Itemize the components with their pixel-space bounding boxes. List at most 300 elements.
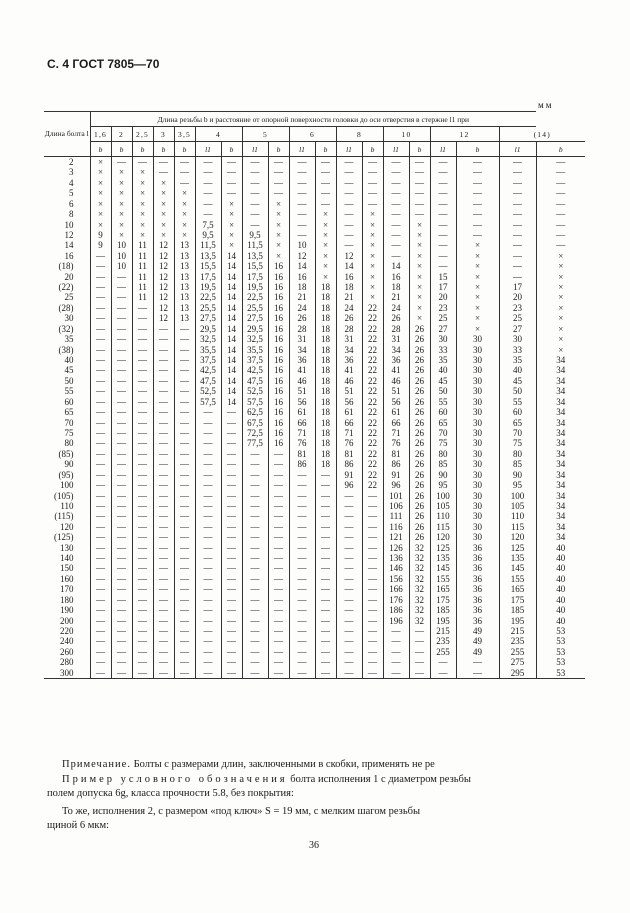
table-cell: — [111,647,132,657]
table-cell: 100 [499,491,536,501]
table-cell: × [268,240,289,250]
table-row [44,272,585,282]
table-cell: 50 [499,386,536,396]
example-heading-title: Пример условного обозначения [62,774,288,785]
table-cell: — [90,261,111,271]
table-cell: — [242,511,268,521]
table-cell: — [383,240,409,250]
table-cell: — [268,616,289,626]
table-cell: 23 [430,303,456,313]
table-body [44,157,585,679]
table-cell: 40 [536,543,585,553]
bolt-length-cell: (105) [54,490,74,501]
table-cell: — [362,605,383,615]
table-cell: — [336,636,362,646]
table-cell: 11 [132,251,153,261]
table-cell: — [90,345,111,355]
table-cell: — [195,574,221,584]
table-cell: 35 [430,355,456,365]
table-cell: — [111,616,132,626]
table-row [44,313,585,323]
table-cell: 60 [430,407,456,417]
table-cell: × [90,188,111,198]
table-row [44,511,585,521]
table-cell: — [499,261,536,271]
table-cell: — [362,595,383,605]
note-text: Болты с размерами длин, заключенными в скобки, применять не ре [130,759,435,770]
table-cell: — [90,668,111,679]
table-cell: — [289,480,315,490]
table-cell: 120 [499,532,536,542]
table-cell: 155 [499,574,536,584]
subcolumn-header: b [153,142,174,157]
table-cell: — [315,501,336,511]
table-cell: — [409,647,430,657]
table-cell: 71 [383,428,409,438]
table-cell: 27 [430,324,456,334]
table-cell: — [174,167,195,177]
table-cell: — [132,647,153,657]
table-cell: 12 [153,272,174,282]
table-cell: × [221,230,242,240]
table-cell: × [315,251,336,261]
table-cell: × [456,272,499,282]
diameter-header: 3,5 [174,127,195,142]
table-cell: — [153,647,174,657]
table-cell: × [111,178,132,188]
table-cell: × [174,220,195,230]
table-cell: — [195,438,221,448]
table-cell: × [111,230,132,240]
bolt-length-cell: 260 [60,646,74,657]
table-cell: — [111,595,132,605]
table-cell: — [153,459,174,469]
table-cell: — [362,543,383,553]
diameter-header: (14) [499,127,585,142]
table-cell: 26 [409,324,430,334]
table-cell: 47,5 [195,376,221,386]
table-row [44,428,585,438]
table-cell: — [383,251,409,261]
table-cell: — [499,251,536,261]
table-cell: — [111,438,132,448]
table-cell: — [268,553,289,563]
table-cell: × [268,220,289,230]
table-cell: — [289,647,315,657]
table-cell: — [153,532,174,542]
table-row [44,220,585,230]
table-cell: — [221,407,242,417]
table-cell: — [174,157,195,168]
table-cell: — [242,209,268,219]
table-row [44,657,585,667]
table-cell: × [456,313,499,323]
diameter-header: 2 [111,127,132,142]
bolt-length-cell: 3 [69,167,74,178]
table-cell: — [336,157,362,168]
table-cell: 26 [409,491,430,501]
table-cell: — [153,365,174,375]
table-cell: 17,5 [242,272,268,282]
table-cell: 18 [315,438,336,448]
table-cell: 85 [430,459,456,469]
bolt-length-cell: 5 [69,188,74,199]
table-cell: 32 [409,553,430,563]
table-cell: — [362,636,383,646]
bolt-length-cell: 35 [64,334,74,345]
table-cell: — [289,532,315,542]
table-cell: × [409,292,430,302]
table-cell: × [111,167,132,177]
table-cell: 14 [221,313,242,323]
table-cell: — [242,636,268,646]
table-cell: — [409,157,430,168]
table-cell: 116 [383,522,409,532]
table-cell: 85 [499,459,536,469]
table-cell: — [111,334,132,344]
table-cell: — [315,532,336,542]
table-cell: 155 [430,574,456,584]
table-cell: — [336,543,362,553]
table-cell: — [174,480,195,490]
subcolumn-header: l1 [195,142,221,157]
table-cell: — [153,345,174,355]
table-cell: — [315,668,336,679]
table-cell: × [132,220,153,230]
table-cell: 26 [409,365,430,375]
table-cell: — [195,470,221,480]
table-cell: 110 [430,511,456,521]
table-cell: 72,5 [242,428,268,438]
table-cell: 26 [409,345,430,355]
table-cell: — [336,167,362,177]
table-cell: 90 [499,470,536,480]
table-cell: × [362,230,383,240]
table-cell: 95 [430,480,456,490]
bolt-length-cell: 170 [60,584,74,595]
table-row [44,292,585,302]
table-cell: — [362,178,383,188]
table-cell: 40 [536,595,585,605]
table-cell: 26 [409,501,430,511]
table-cell: — [362,532,383,542]
table-cell: × [132,167,153,177]
table-cell: × [132,178,153,188]
table-cell: × [111,199,132,209]
table-cell: 18 [315,386,336,396]
table-cell: — [132,595,153,605]
table-cell: 34 [536,459,585,469]
table-cell: — [456,209,499,219]
table-cell: — [195,480,221,490]
table-cell: 30 [456,491,499,501]
table-cell: × [315,272,336,282]
table-cell: — [195,522,221,532]
table-cell: — [499,272,536,282]
table-cell: — [111,636,132,646]
table-cell: — [242,522,268,532]
table-cell: 25,5 [242,303,268,313]
table-cell: 28 [289,324,315,334]
table-cell: 24 [289,303,315,313]
page-number: 36 [309,840,319,851]
table-cell: 22 [362,459,383,469]
table-cell: — [132,480,153,490]
table-cell: — [111,459,132,469]
table-cell: — [289,657,315,667]
table-cell: — [90,532,111,542]
table-cell: — [336,657,362,667]
table-cell: — [195,407,221,417]
table-cell: — [221,418,242,428]
table-cell: — [289,595,315,605]
table-cell: — [221,449,242,459]
table-cell: — [90,584,111,594]
table-cell: — [289,522,315,532]
table-cell: 36 [456,605,499,615]
table-cell: 32 [409,595,430,605]
bolt-length-cell: 75 [64,427,74,438]
table-cell: 275 [499,657,536,667]
example2-text-line-2: щиной 6 мкм: [47,820,110,831]
subcolumn-header: b [456,142,499,157]
table-cell: — [153,386,174,396]
table-cell: 76 [289,438,315,448]
table-cell: — [268,522,289,532]
table-cell: 16 [268,438,289,448]
table-cell: 14 [221,365,242,375]
table-cell: 30 [456,511,499,521]
table-cell: — [132,459,153,469]
table-cell: 25 [499,313,536,323]
table-cell: — [174,334,195,344]
table-cell: — [90,418,111,428]
table-cell: 71 [289,428,315,438]
table-cell: 96 [336,480,362,490]
subcolumn-header: l1 [289,142,315,157]
table-cell: — [132,386,153,396]
table-cell: — [111,553,132,563]
table-cell: — [362,522,383,532]
diameter-header: 2,5 [132,127,153,142]
table-cell: — [430,199,456,209]
table-cell: 65 [430,418,456,428]
table-cell: — [174,657,195,667]
table-cell: — [315,563,336,573]
table-cell: 35,5 [195,345,221,355]
table-cell: — [362,647,383,657]
table-cell: 40 [536,605,585,615]
table-cell: 31 [383,334,409,344]
table-cell: 80 [430,449,456,459]
table-cell: 18 [383,282,409,292]
table-cell: — [153,501,174,511]
table-cell: 14 [221,303,242,313]
table-cell: 55 [430,397,456,407]
table-cell: — [268,501,289,511]
table-cell: — [242,605,268,615]
table-cell: 28 [383,324,409,334]
table-cell: — [315,199,336,209]
table-cell: × [153,199,174,209]
table-cell: — [111,282,132,292]
table-cell: × [536,345,585,355]
table-cell: 34 [536,397,585,407]
table-cell: 65 [499,418,536,428]
table-cell: — [315,470,336,480]
bolt-length-cell: 150 [60,563,74,574]
table-cell: 32,5 [195,334,221,344]
table-cell: — [174,376,195,386]
table-cell: 32 [409,584,430,594]
table-cell: — [268,491,289,501]
table-cell: — [221,636,242,646]
bolt-length-cell: 16 [64,250,74,261]
table-cell: — [242,220,268,230]
table-cell: 22 [362,449,383,459]
table-cell: — [195,657,221,667]
table-cell: — [289,501,315,511]
table-cell: × [153,178,174,188]
table-cell: — [221,605,242,615]
table-cell: 11,5 [242,240,268,250]
table-cell: 14 [221,355,242,365]
table-cell: — [536,178,585,188]
units-label: мм [538,100,554,110]
table-cell: — [153,584,174,594]
table-cell: × [536,292,585,302]
table-cell: 9 [90,240,111,250]
table-cell: — [90,543,111,553]
table-cell: 66 [289,418,315,428]
table-cell: — [90,480,111,490]
subcolumn-header: b [174,142,195,157]
table-cell: — [153,657,174,667]
table-row [44,251,585,261]
table-cell: 29,5 [242,324,268,334]
table-cell: 40 [536,574,585,584]
table-cell: 30 [456,532,499,542]
table-cell: 13 [174,292,195,302]
table-cell: — [242,532,268,542]
table-cell: — [132,449,153,459]
table-cell: — [90,595,111,605]
table-cell: 106 [383,501,409,511]
table-cell: 26 [409,355,430,365]
diameter-header: 10 [383,127,430,142]
table-cell: 61 [383,407,409,417]
table-cell: — [456,657,499,667]
table-cell: — [289,209,315,219]
table-cell: — [132,365,153,375]
table-cell: — [315,595,336,605]
table-cell: — [315,188,336,198]
table-cell: — [336,522,362,532]
table-cell: 31 [289,334,315,344]
table-cell: — [289,470,315,480]
table-cell: — [242,470,268,480]
bolt-length-cell: 190 [60,605,74,616]
table-cell: — [362,616,383,626]
table-cell: 13,5 [242,251,268,261]
table-cell: 105 [499,501,536,511]
table-cell: — [111,303,132,313]
table-cell: — [362,668,383,679]
table-cell: × [409,282,430,292]
table-row [44,376,585,386]
table-cell: — [174,418,195,428]
table-cell: 53 [536,636,585,646]
table-cell: 40 [430,365,456,375]
table-cell: — [499,240,536,250]
table-cell: 105 [430,501,456,511]
table-cell: × [362,261,383,271]
table-cell: — [195,563,221,573]
table-cell: 16 [268,282,289,292]
bolt-length-cell: 25 [64,292,74,303]
table-cell: 35,5 [242,345,268,355]
table-cell: × [315,240,336,250]
table-cell: — [153,355,174,365]
table-cell: — [132,574,153,584]
table-cell: — [195,616,221,626]
bolt-length-cell: 110 [60,500,74,511]
table-cell: 26 [409,459,430,469]
table-cell: 30 [456,376,499,386]
table-cell: 255 [499,647,536,657]
table-cell: — [153,553,174,563]
table-cell: — [153,543,174,553]
table-cell: — [315,553,336,563]
table-cell: — [195,532,221,542]
table-cell: — [132,616,153,626]
table-cell: 135 [430,553,456,563]
table-cell: — [456,188,499,198]
table-cell: 16 [383,272,409,282]
table-cell: — [90,324,111,334]
table-cell: 30 [456,449,499,459]
table-cell: 32 [409,574,430,584]
table-cell: 16 [289,272,315,282]
table-cell: 28 [336,324,362,334]
table-cell: — [111,491,132,501]
table-cell: — [315,584,336,594]
table-cell: × [132,230,153,240]
table-cell: — [221,491,242,501]
table-cell: — [111,522,132,532]
table-cell: — [289,605,315,615]
table-cell: — [268,459,289,469]
table-cell: × [409,220,430,230]
table-cell: — [315,522,336,532]
table-cell: 19,5 [242,282,268,292]
table-cell: — [242,501,268,511]
table-cell: — [153,511,174,521]
table-cell: — [195,501,221,511]
table-row [44,386,585,396]
table-cell: — [195,584,221,594]
table-cell: — [195,543,221,553]
table-cell: — [153,480,174,490]
subcolumn-header: b [362,142,383,157]
table-cell: 41 [336,365,362,375]
table-cell: 12 [153,313,174,323]
table-cell: — [195,626,221,636]
table-cell: — [315,511,336,521]
table-cell: × [456,240,499,250]
table-cell: 26 [409,522,430,532]
table-cell: — [111,376,132,386]
